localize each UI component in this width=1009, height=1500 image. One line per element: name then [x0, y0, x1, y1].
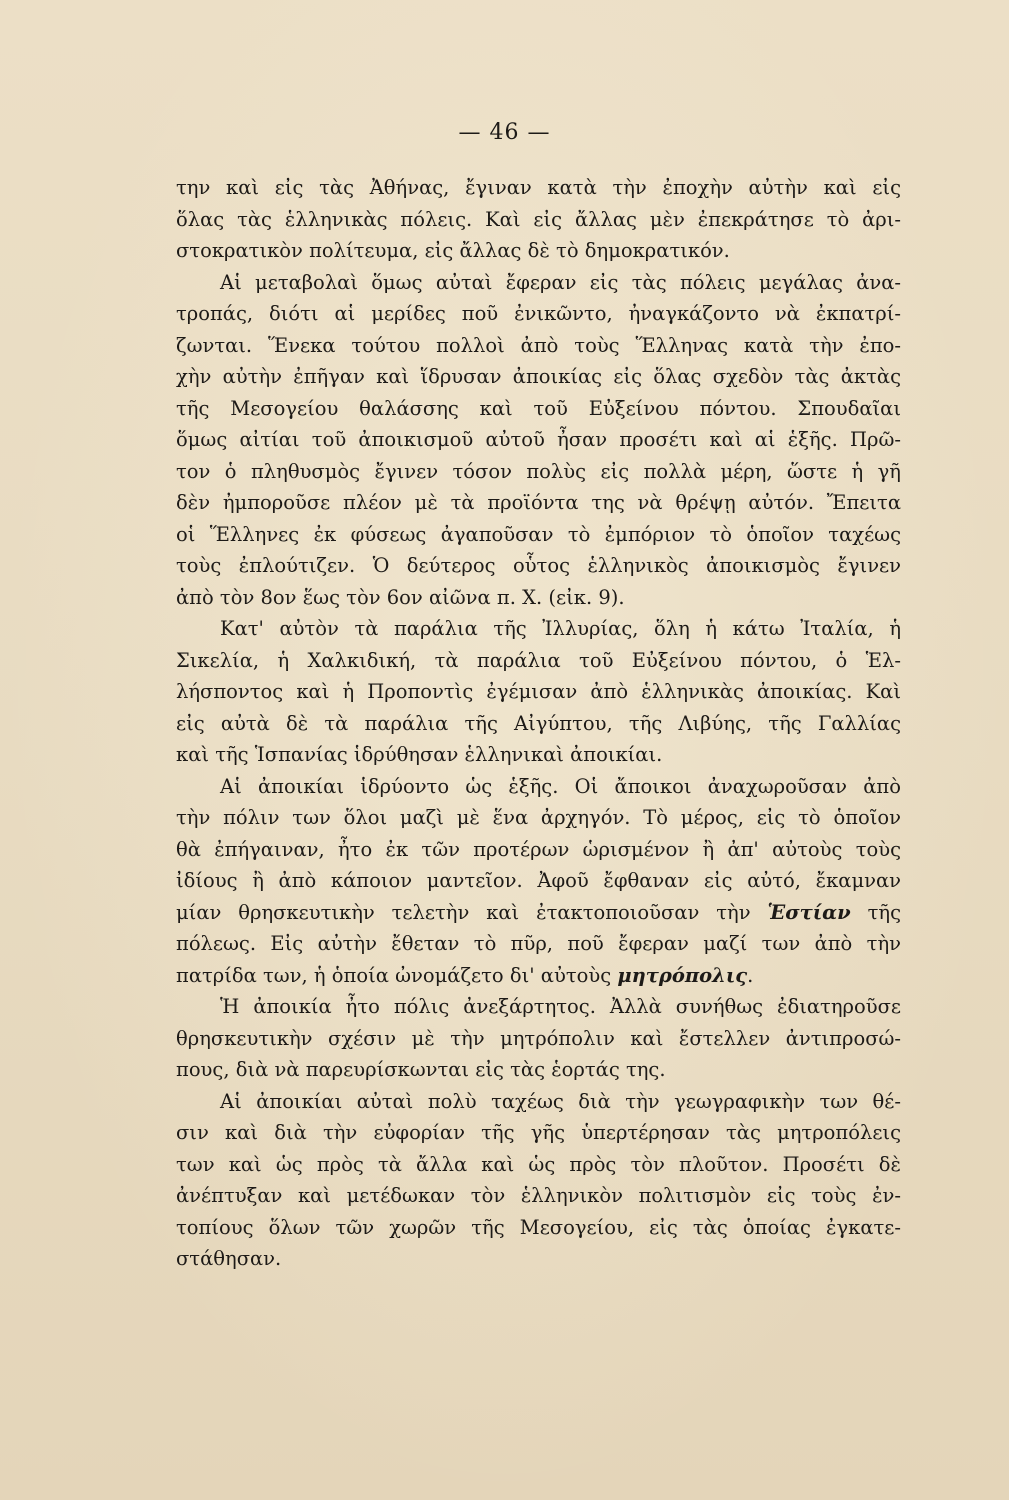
text-line: χὴν αὐτὴν ἐπῆγαν καὶ ἵδρυσαν ἀποικίας εἰς ὅλας σχεδὸν τὰς ἀκτὰς	[176, 365, 901, 388]
text-line: ἀπὸ τὸν 8ον ἕως τὸν 6ον αἰῶνα π. Χ. (εἰκ. 9).	[176, 585, 625, 609]
text-line: τὴν πόλιν των ὅλοι μαζὶ μὲ ἕνα ἀρχηγόν. Τὸ μέρος, εἰς τὸ ὁποῖον	[176, 806, 901, 829]
text-line: ὅλας τὰς ἑλληνικὰς πόλεις. Καὶ εἰς ἄλλας μὲν ἐπεκράτησε τὸ ἀρι-	[176, 207, 901, 231]
text-line: ἰδίους ἢ ἀπὸ κάποιον μαντεῖον. Ἀφοῦ ἔφθαναν εἰς αὐτό, ἔκαμναν	[176, 869, 901, 892]
text-line: δὲν ἠμποροῦσε πλέον μὲ τὰ προϊόντα της νὰ θρέψῃ αὐτόν. Ἔπειτα	[176, 491, 901, 514]
text-line: Ἡ ἀποικία ἦτο πόλις ἀνεξάρτητος. Ἀλλὰ συνήθως ἐδιατηροῦσε	[220, 995, 901, 1018]
text-line: θρησκευτικὴν σχέσιν μὲ τὴν μητρόπολιν καὶ ἔστελλεν ἀντιπροσώ-	[176, 1026, 901, 1050]
text-line: τοπίους ὅλων τῶν χωρῶν τῆς Μεσογείου, εἰς τὰς ὁποίας ἐγκατε-	[176, 1215, 901, 1239]
text-line-with-emphasis	[176, 897, 901, 929]
text-line: λήσποντος καὶ ἡ Προποντὶς ἐγέμισαν ἀπὸ ἑλληνικὰς ἀποικίας. Καὶ	[176, 680, 901, 703]
text-line: σιν καὶ διὰ τὴν εὐφορίαν τῆς γῆς ὑπερτέρησαν τὰς μητροπόλεις	[176, 1121, 901, 1144]
text-line: στοκρατικὸν πολίτευμα, εἰς ἄλλας δὲ τὸ δημοκρατικόν.	[176, 239, 730, 262]
text-line: πόλεως. Εἰς αὐτὴν ἔθεταν τὸ πῦρ, ποῦ ἔφεραν μαζί των ἀπὸ τὴν	[176, 932, 901, 955]
emphasis-metropolis: μητρόπολις	[617, 963, 748, 987]
text-line: τροπάς, διότι αἱ μερίδες ποῦ ἐνικῶντο, ἠναγκάζοντο νὰ ἐκπατρί-	[176, 302, 901, 325]
text-line: τον ὁ πληθυσμὸς ἔγινεν τόσον πολὺς εἰς πολλὰ μέρη, ὥστε ἡ γῆ	[176, 459, 901, 483]
text-line: των καὶ ὡς πρὸς τὰ ἄλλα καὶ ὡς πρὸς τὸν πλοῦτον. Προσέτι δὲ	[176, 1152, 901, 1176]
text-line: τῆς Μεσογείου θαλάσσης καὶ τοῦ Εὐξείνου πόντου. Σπουδαῖαι	[176, 396, 901, 420]
text-line: την καὶ εἰς τὰς Ἀθήνας, ἔγιναν κατὰ τὴν ἐποχὴν αὐτὴν καὶ εἰς	[176, 176, 901, 199]
text-line: ἀνέπτυξαν καὶ μετέδωκαν τὸν ἑλληνικὸν πολιτισμὸν εἰς τοὺς ἐν-	[176, 1184, 901, 1207]
text-segment: μίαν θρησκευτικὴν τελετὴν καὶ ἐτακτοποιοῦσαν τὴν	[176, 900, 751, 924]
text-line: θὰ ἐπήγαιναν, ἦτο ἐκ τῶν προτέρων ὡρισμένον ἢ ἀπ' αὐτοὺς τοὺς	[176, 837, 901, 861]
text-line: εἰς αὐτὰ δὲ τὰ παράλια τῆς Αἰγύπτου, τῆς Λιβύης, τῆς Γαλλίας	[176, 711, 901, 735]
text-line: πους, διὰ νὰ παρευρίσκωνται εἰς τὰς ἑορτάς της.	[176, 1058, 666, 1081]
text-segment: .	[747, 963, 754, 987]
text-line: Αἱ ἀποικίαι αὐταὶ πολὺ ταχέως διὰ τὴν γεωγραφικὴν των θέ-	[220, 1089, 901, 1113]
page-number: — 46 —	[458, 120, 551, 145]
text-segment: τῆς	[867, 900, 901, 924]
text-line: στάθησαν.	[176, 1247, 282, 1270]
text-line: ὅμως αἰτίαι τοῦ ἀποικισμοῦ αὐτοῦ ἦσαν προσέτι καὶ αἱ ἑξῆς. Πρῶ-	[176, 428, 901, 451]
text-line: Αἱ μεταβολαὶ ὅμως αὐταὶ ἔφεραν εἰς τὰς πόλεις μεγάλας ἀνα-	[220, 270, 901, 294]
text-line: τοὺς ἐπλούτιζεν. Ὁ δεύτερος οὗτος ἑλληνικὸς ἀποικισμὸς ἔγινεν	[176, 554, 901, 577]
text-line-with-emphasis	[176, 960, 901, 992]
text-line: ζωνται. Ἕνεκα τούτου πολλοὶ ἀπὸ τοὺς Ἕλληνας κατὰ τὴν ἐπο-	[176, 333, 901, 357]
body-text	[176, 172, 901, 1275]
text-line: οἱ Ἕλληνες ἐκ φύσεως ἀγαποῦσαν τὸ ἐμπόριον τὸ ὁποῖον ταχέως	[176, 522, 901, 546]
text-line: Κατ' αὐτὸν τὰ παράλια τῆς Ἰλλυρίας, ὅλη ἡ κάτω Ἰταλία, ἡ	[220, 617, 901, 640]
text-line: Σικελία, ἡ Χαλκιδική, τὰ παράλια τοῦ Εὐξείνου πόντου, ὁ Ἑλ-	[176, 648, 901, 672]
text-line: καὶ τῆς Ἱσπανίας ἱδρύθησαν ἑλληνικαὶ ἀποικίαι.	[176, 743, 663, 766]
text-line: Αἱ ἀποικίαι ἱδρύοντο ὡς ἑξῆς. Οἱ ἄποικοι ἀναχωροῦσαν ἀπὸ	[220, 774, 901, 798]
text-segment: πατρίδα των, ἡ ὁποία ὠνομάζετο δι' αὐτοὺς	[176, 963, 612, 987]
emphasis-estia: Ἑστίαν	[767, 900, 851, 924]
